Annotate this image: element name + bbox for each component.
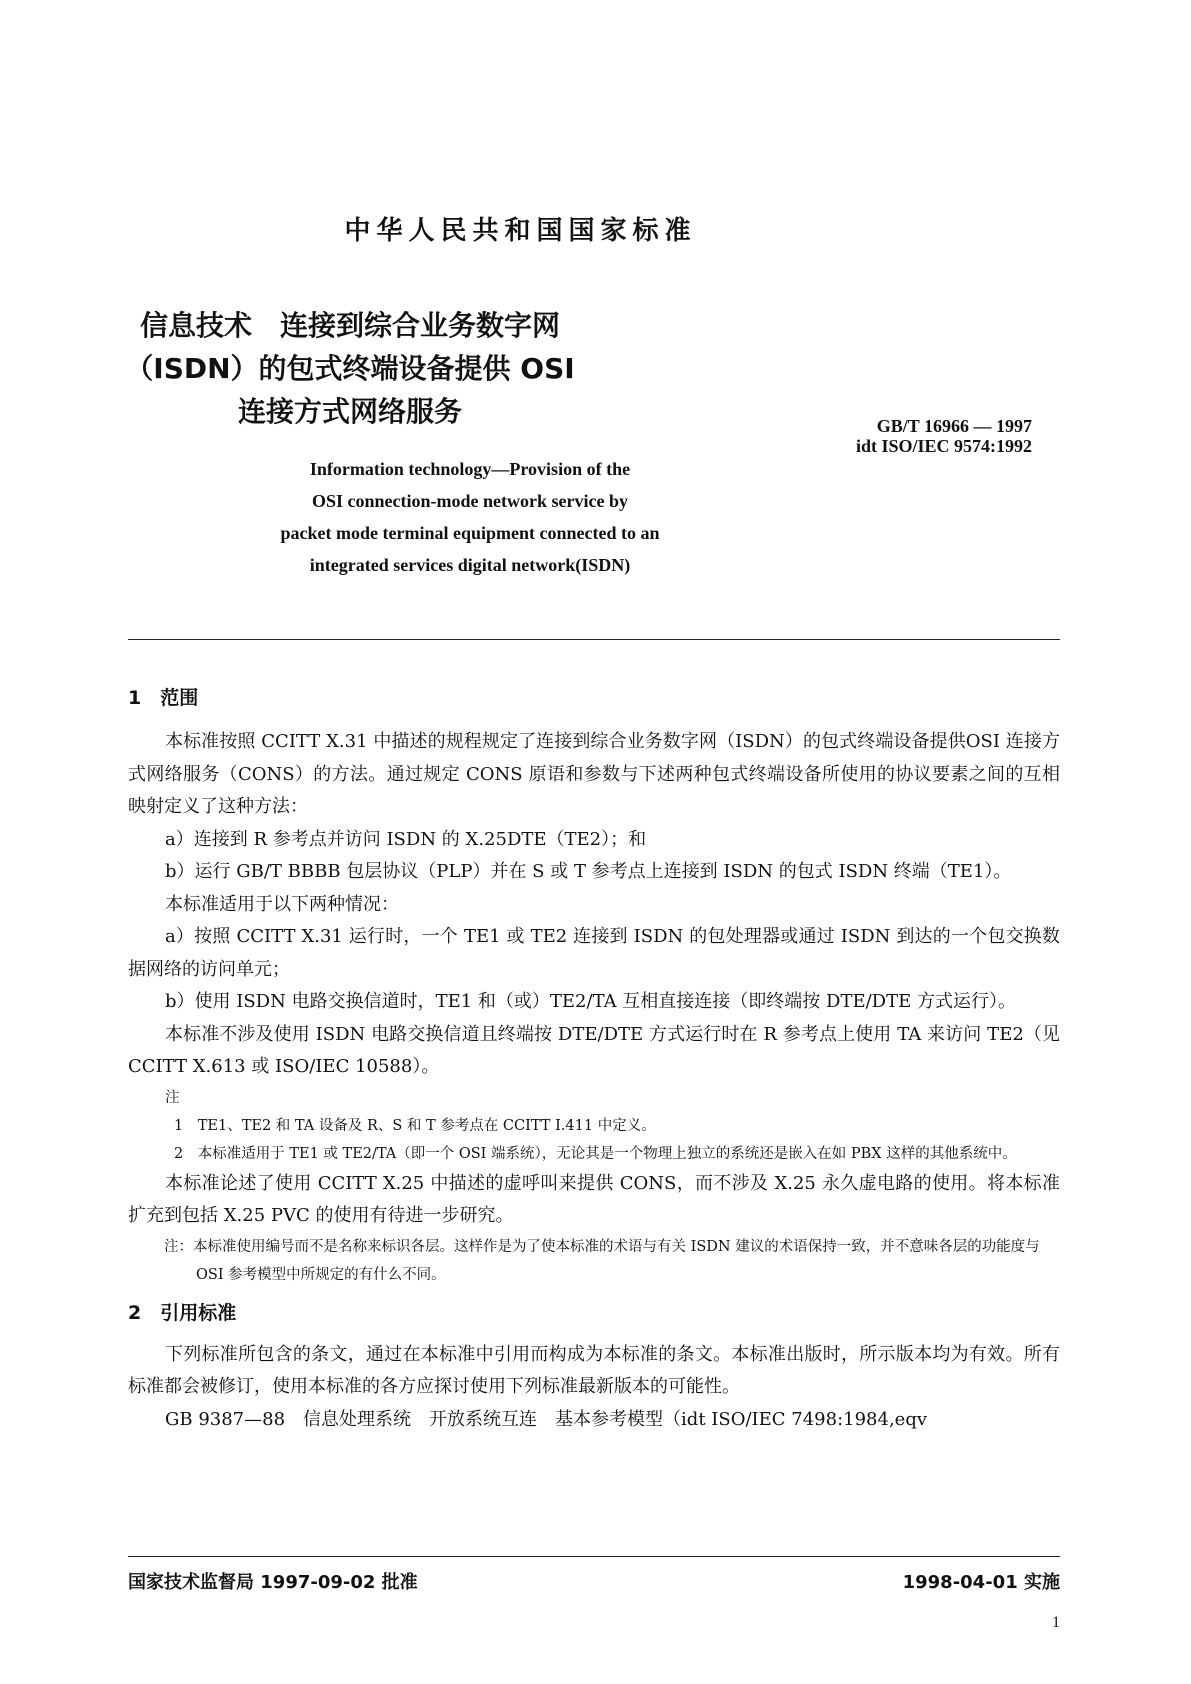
header-divider bbox=[128, 639, 1060, 640]
chinese-title bbox=[0, 304, 700, 433]
section-1-item-a: a）连接到 R 参考点并访问 ISDN 的 X.25DTE（TE2）；和 bbox=[165, 828, 647, 850]
english-title-line-2: OSI connection-mode network service by bbox=[312, 491, 628, 511]
section-1-paragraph-2: 本标准适用于以下两种情况： bbox=[165, 893, 399, 915]
page-number: 1 bbox=[1052, 1614, 1060, 1631]
chinese-title-line-3: 连接方式网络服务 bbox=[237, 395, 462, 428]
standard-number-block bbox=[800, 416, 1032, 456]
section-1-case-a: a）按照 CCITT X.31 运行时，一个 TE1 或 TE2 连接到 ISDN 的包处理器或通过 ISDN 到达的一个包交换数据网络的访问单元； bbox=[128, 926, 1060, 980]
standard-type-heading: 中华人民共和国国家标准 bbox=[344, 216, 697, 246]
note-1: 1 TE1、TE2 和 TA 设备及 R、S 和 T 参考点在 CCITT I.411 中定义。 bbox=[174, 1117, 656, 1134]
standard-number: GB/T 16966 — 1997 bbox=[876, 416, 1032, 436]
section-2-heading: 2 引用标准 bbox=[128, 1301, 237, 1324]
reference-gb-9387: GB 9387—88 信息处理系统 开放系统互连 基本参考模型（idt ISO/IEC 7498:1984,eqv bbox=[165, 1408, 928, 1430]
section-1-paragraph-4: 本标准论述了使用 CCITT X.25 中描述的虚呼叫来提供 CONS，而不涉及 X.25 永久虚电路的使用。将本标准扩充到包括 X.25 PVC 的使用有待进一步研究。 bbox=[128, 1172, 1060, 1226]
implementation-date: 1998-04-01 实施 bbox=[902, 1572, 1060, 1593]
footer-divider bbox=[128, 1556, 1060, 1557]
section-1-paragraph-3: 本标准不涉及使用 ISDN 电路交换信道且终端按 DTE/DTE 方式运行时在 R 参考点上使用 TA 来访问 TE2（见 CCITT X.613 或 ISO/IEC 10588）。 bbox=[128, 1023, 1060, 1077]
note-label: 注 bbox=[165, 1089, 180, 1106]
approval-date: 国家技术监督局 1997-09-02 批准 bbox=[128, 1572, 418, 1593]
equivalence-statement: idt ISO/IEC 9574:1992 bbox=[855, 436, 1032, 456]
section-1-paragraph-1: 本标准按照 CCITT X.31 中描述的规程规定了连接到综合业务数字网（ISDN）的包式终端设备提供OSI 连接方式网络服务（CONS）的方法。通过规定 CONS 原语和参数与下述两种包式终端设备所使用的协议要素之间的互相映射定义了这种方法： bbox=[128, 731, 1060, 817]
section-1-item-b: b）运行 GB/T BBBB 包层协议（PLP）并在 S 或 T 参考点上连接到 ISDN 的包式 ISDN 终端（TE1）。 bbox=[165, 861, 1012, 882]
english-title-line-3: packet mode terminal equipment connected to an bbox=[280, 523, 660, 543]
english-title bbox=[200, 453, 740, 581]
section-2-paragraph-1: 下列标准所包含的条文，通过在本标准中引用而构成为本标准的条文。本标准出版时，所示版本均为有效。所有标准都会被修订，使用本标准的各方应探讨使用下列标准最新版本的可能性。 bbox=[128, 1343, 1060, 1397]
section-1-case-b: b）使用 ISDN 电路交换信道时，TE1 和（或）TE2/TA 互相直接连接（即终端按 DTE/DTE 方式运行）。 bbox=[165, 991, 1016, 1012]
section-1-heading: 1 范围 bbox=[128, 687, 199, 709]
english-title-line-1: Information technology—Provision of the bbox=[309, 459, 631, 479]
document-body bbox=[128, 684, 1060, 1436]
section-1-final-note: 注：本标准使用编号而不是名称来标识各层。这样作是为了使本标准的术语与有关 ISDN 建议的术语保持一致，并不意味各层的功能度与 OSI 参考模型中所规定的有什么不同。 bbox=[164, 1238, 1040, 1283]
english-title-line-4: integrated services digital network(ISDN) bbox=[309, 555, 631, 575]
chinese-title-line-1: 信息技术 连接到综合业务数字网 bbox=[139, 309, 560, 342]
note-2: 2 本标准适用于 TE1 或 TE2/TA（即一个 OSI 端系统），无论其是一个物理上独立的系统还是嵌入在如 PBX 这样的其他系统中。 bbox=[174, 1145, 1017, 1162]
chinese-title-line-2: （ISDN）的包式终端设备提供 OSI bbox=[125, 352, 575, 385]
